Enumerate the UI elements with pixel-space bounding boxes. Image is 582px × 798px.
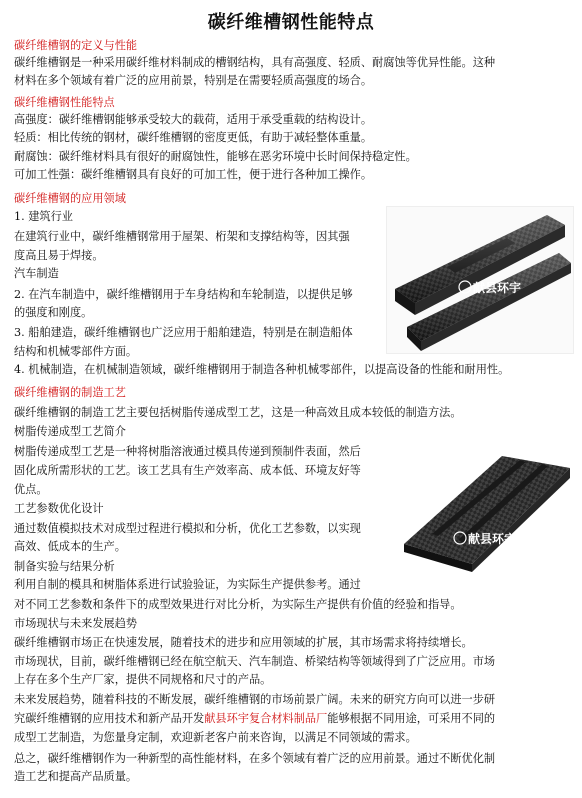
body-line: 工艺参数优化设计: [14, 502, 104, 515]
body-line: 4. 机械制造，在机械制造领域，碳纤维槽钢用于制造各种机械零部件，以提高设备的性能和耐用性。: [14, 363, 510, 376]
body-line: 上存在多个生产厂家，提供不同规格和尺寸的产品。: [14, 673, 272, 686]
body-line: 对不同工艺参数和条件下的成型效果进行对比分析，为实际生产提供有价值的经验和指导。: [14, 598, 462, 611]
carbon-channel-photo-2: [402, 448, 572, 574]
body-text: 究碳纤维槽钢的应用技术和新产品开发: [14, 712, 205, 725]
carbon-channel-image-2: [402, 448, 572, 574]
company-name-link[interactable]: 献县环宇复合材料制品厂: [204, 712, 328, 725]
body-line: 汽车制造: [14, 267, 59, 280]
body-line: 在建筑行业中，碳纤维槽钢常用于屋架、桁架和支撑结构等，因其强: [14, 230, 350, 243]
body-line: 成型工艺制造，为您量身定制，欢迎新老客户前来咨询，以满足不同领域的需求。: [14, 731, 417, 744]
body-line: 通过数值模拟技术对成型过程进行模拟和分析，优化工艺参数，以实现: [14, 522, 361, 535]
body-line: 结构和机械零部件方面。: [14, 345, 138, 358]
body-line: 碳纤维槽钢是一种采用碳纤维材料制成的槽钢结构，具有高强度、轻质、耐腐蚀等优异性能。这种: [14, 56, 496, 69]
body-line: 利用自制的模具和树脂体系进行试验验证，为实际生产提供参考。通过: [14, 578, 361, 591]
body-line: 造工艺和提高产品质量。: [14, 770, 138, 783]
body-line: 树脂传递成型工艺是一种将树脂溶液通过模具传递到预制件表面，然后: [14, 445, 361, 458]
body-line: 固化成所需形状的工艺。该工艺具有生产效率高、成本低、环境友好等: [14, 464, 361, 477]
body-line: 3. 船舶建造，碳纤维槽钢也广泛应用于船舶建造，特别是在制造船体: [14, 326, 353, 339]
section-heading: 碳纤维槽钢的应用领域: [14, 192, 126, 205]
body-line: 未来发展趋势，随着科技的不断发展，碳纤维槽钢的市场前景广阔。未来的研究方向可以进一步研: [14, 693, 496, 706]
body-line: 市场现状，目前，碳纤维槽钢已经在航空航天、汽车制造、桥梁结构等领域得到了广泛应用。市场: [14, 655, 496, 668]
body-text: 能够根据不同用途，可采用不同的: [327, 712, 496, 725]
carbon-channel-photo-1: [386, 206, 574, 354]
body-line: 1. 建筑行业: [14, 210, 73, 223]
body-line: [14, 711, 495, 727]
svg-text:献县环宇: 献县环宇: [468, 532, 517, 546]
body-line: 的强度和刚度。: [14, 306, 93, 319]
carbon-channel-image-1: [387, 207, 573, 353]
section-heading: 碳纤维槽钢的制造工艺: [14, 386, 126, 399]
svg-text:献县环宇: 献县环宇: [473, 281, 522, 295]
body-line: 市场现状与未来发展趋势: [14, 617, 138, 630]
body-line: 高强度：碳纤维槽钢能够承受较大的载荷，适用于承受重载的结构设计。: [14, 113, 373, 126]
body-line: 制备实验与结果分析: [14, 560, 115, 573]
body-line: 优点。: [14, 483, 48, 496]
page-title: 碳纤维槽钢性能特点: [207, 12, 375, 33]
body-line: 轻质：相比传统的钢材，碳纤维槽钢的密度更低，有助于减轻整体重量。: [14, 131, 373, 144]
body-line: 2. 在汽车制造中，碳纤维槽钢用于车身结构和车轮制造，以提供足够: [14, 288, 353, 301]
body-line: 碳纤维槽钢市场正在快速发展，随着技术的进步和应用领域的扩展，其市场需求将持续增长。: [14, 636, 473, 649]
body-line: 可加工性强：碳纤维槽钢具有良好的可加工性，便于进行各种加工操作。: [14, 168, 373, 181]
body-line: 度高且易于焊接。: [14, 249, 104, 262]
body-line: 耐腐蚀：碳纤维材料具有很好的耐腐蚀性，能够在恶劣环境中长时间保持稳定性。: [14, 150, 417, 163]
section-heading: 碳纤维槽钢的定义与性能: [14, 39, 138, 52]
body-line: 高效、低成本的生产。: [14, 540, 126, 553]
body-line: 碳纤维槽钢的制造工艺主要包括树脂传递成型工艺，这是一种高效且成本较低的制造方法。: [14, 406, 462, 419]
body-line: 总之，碳纤维槽钢作为一种新型的高性能材料，在多个领域有着广泛的应用前景。通过不断优化制: [14, 752, 496, 765]
section-heading: 碳纤维槽钢性能特点: [14, 96, 115, 109]
body-line: 树脂传递成型工艺简介: [14, 425, 126, 438]
body-line: 材料在多个领域有着广泛的应用前景，特别是在需要轻质高强度的场合。: [14, 74, 373, 87]
